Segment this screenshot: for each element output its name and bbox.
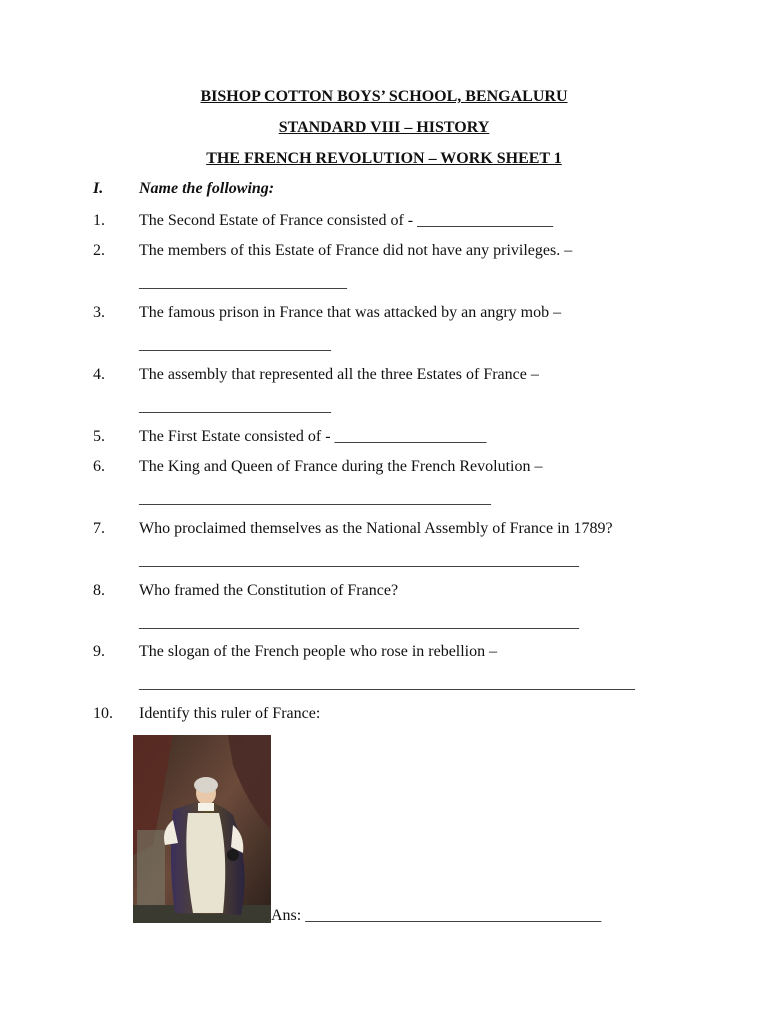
question-text: The famous prison in France that was attacked by an angry mob – <box>139 304 562 321</box>
answer-blank: ______________________________________________________________ <box>139 675 635 692</box>
question-text: Who proclaimed themselves as the National Assembly of France in 1789? <box>139 520 613 537</box>
question-text: The First Estate consisted of - ___________________ <box>139 428 487 445</box>
question-number: 8. <box>93 582 105 599</box>
answer-blank: _______________________________________________________ <box>139 552 579 569</box>
question-number: 6. <box>93 458 105 475</box>
answer-line: Ans: _____________________________________ <box>271 907 602 924</box>
ruler-portrait <box>133 735 271 923</box>
question-number: 3. <box>93 304 105 321</box>
section-title: Name the following: <box>139 180 275 197</box>
question-number: 4. <box>93 366 105 383</box>
question-text: The Second Estate of France consisted of - _________________ <box>139 212 554 229</box>
question-number: 10. <box>93 705 113 722</box>
school-name: BISHOP COTTON BOYS’ SCHOOL, BENGALURU <box>200 88 568 105</box>
question-number: 1. <box>93 212 105 229</box>
question-text: The slogan of the French people who rose in rebellion – <box>139 643 498 660</box>
question-number: 9. <box>93 643 105 660</box>
answer-blank: ________________________ <box>139 398 331 415</box>
answer-blank: _______________________________________________________ <box>139 614 579 631</box>
question-text: The King and Queen of France during the French Revolution – <box>139 458 543 475</box>
question-number: 2. <box>93 242 105 259</box>
worksheet-title: THE FRENCH REVOLUTION – WORK SHEET 1 <box>206 150 562 167</box>
question-text: The members of this Estate of France did not have any privileges. – <box>139 242 573 259</box>
answer-blank: ____________________________________________ <box>139 490 491 507</box>
answer-blank: __________________________ <box>139 274 347 291</box>
question-number: 5. <box>93 428 105 445</box>
question-text: The assembly that represented all the three Estates of France – <box>139 366 539 383</box>
standard-title: STANDARD VIII – HISTORY <box>278 119 490 136</box>
question-text: Who framed the Constitution of France? <box>139 582 399 599</box>
question-text: Identify this ruler of France: <box>139 705 321 722</box>
answer-blank: ________________________ <box>139 336 331 353</box>
question-number: 7. <box>93 520 105 537</box>
section-number: I. <box>93 180 104 197</box>
